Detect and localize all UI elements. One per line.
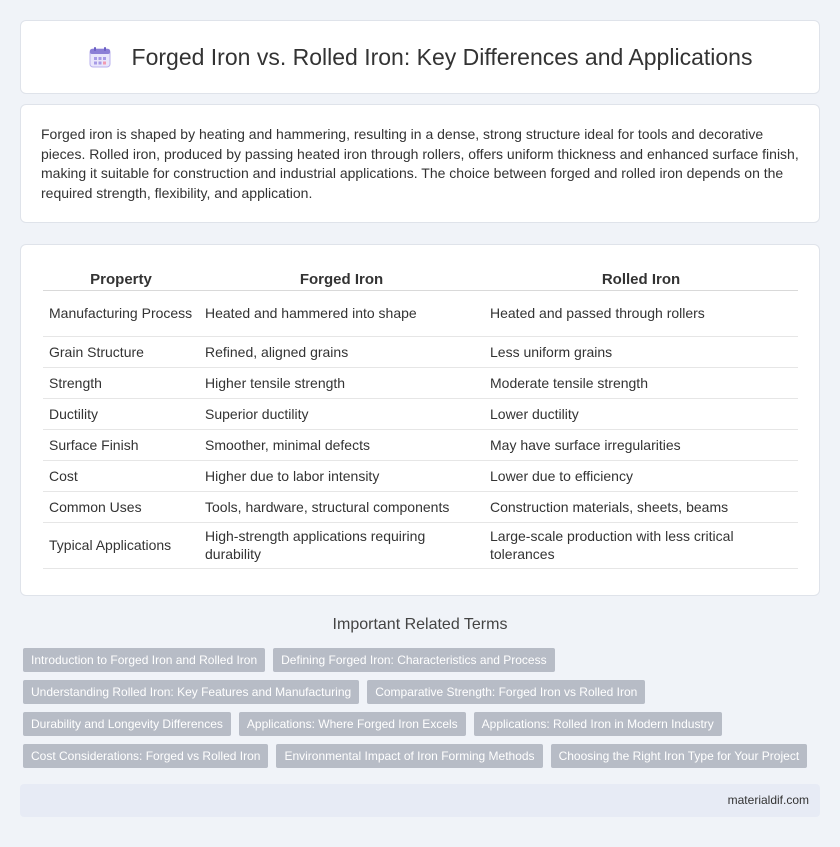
forged-cell: Tools, hardware, structural components	[199, 491, 484, 522]
forged-cell: Higher tensile strength	[199, 367, 484, 398]
related-terms-list	[23, 648, 823, 776]
rolled-cell: Moderate tensile strength	[484, 367, 798, 398]
forged-cell: Refined, aligned grains	[199, 336, 484, 367]
footer	[20, 784, 820, 817]
property-cell: Cost	[43, 460, 199, 491]
related-term-link[interactable]: Comparative Strength: Forged Iron vs Rolled Iron	[367, 680, 645, 704]
related-term-link[interactable]: Durability and Longevity Differences	[23, 712, 231, 736]
rolled-cell: Lower ductility	[484, 398, 798, 429]
property-cell: Common Uses	[43, 491, 199, 522]
related-term-link[interactable]: Understanding Rolled Iron: Key Features and Manufacturing	[23, 680, 359, 704]
property-cell: Manufacturing Process	[43, 290, 199, 336]
table-row	[43, 429, 798, 460]
rolled-cell: Construction materials, sheets, beams	[484, 491, 798, 522]
rolled-cell: Lower due to efficiency	[484, 460, 798, 491]
table-header-row	[43, 265, 798, 290]
property-cell: Surface Finish	[43, 429, 199, 460]
comparison-table	[43, 265, 798, 569]
related-term-link[interactable]: Defining Forged Iron: Characteristics and Process	[273, 648, 554, 672]
property-cell: Typical Applications	[43, 522, 199, 568]
table-row	[43, 336, 798, 367]
property-cell: Grain Structure	[43, 336, 199, 367]
forged-cell: Smoother, minimal defects	[199, 429, 484, 460]
table-row	[43, 290, 798, 336]
footer-site-link[interactable]: materialdif.com	[727, 793, 809, 807]
related-term-link[interactable]: Choosing the Right Iron Type for Your Project	[551, 744, 808, 768]
related-term-link[interactable]: Cost Considerations: Forged vs Rolled Iron	[23, 744, 268, 768]
forged-cell: High-strength applications requiring durability	[199, 522, 484, 568]
table-row	[43, 460, 798, 491]
table-row	[43, 491, 798, 522]
page-title: Forged Iron vs. Rolled Iron: Key Differences and Applications	[131, 43, 753, 70]
intro-card	[20, 104, 820, 223]
rolled-cell: Less uniform grains	[484, 336, 798, 367]
column-header-property: Property	[43, 265, 199, 290]
comparison-table-card	[20, 244, 820, 596]
column-header-forged-iron: Forged Iron	[199, 265, 484, 290]
related-term-link[interactable]: Applications: Rolled Iron in Modern Industry	[474, 712, 722, 736]
forged-cell: Heated and hammered into shape	[199, 290, 484, 336]
rolled-cell: May have surface irregularities	[484, 429, 798, 460]
column-header-rolled-iron: Rolled Iron	[484, 265, 798, 290]
table-row	[43, 398, 798, 429]
related-terms-heading: Important Related Terms	[332, 616, 508, 633]
property-cell: Ductility	[43, 398, 199, 429]
property-cell: Strength	[43, 367, 199, 398]
header-card	[20, 20, 820, 94]
related-term-link[interactable]: Environmental Impact of Iron Forming Methods	[276, 744, 542, 768]
related-term-link[interactable]: Applications: Where Forged Iron Excels	[239, 712, 466, 736]
intro-paragraph: Forged iron is shaped by heating and hammering, resulting in a dense, strong structure ideal for tools and decorative pieces. Rolled iron, produced by passing heated iron through rollers, offers uniform thickness and enhanced surface finish, making it suitable for construction and industrial applications. The choice between forged and rolled iron depends on the required strength, flexibility, and application.	[41, 126, 799, 201]
calendar-icon	[88, 45, 112, 69]
related-term-link[interactable]: Introduction to Forged Iron and Rolled Iron	[23, 648, 265, 672]
table-row	[43, 522, 798, 568]
rolled-cell: Heated and passed through rollers	[484, 290, 798, 336]
rolled-cell: Large-scale production with less critical tolerances	[484, 522, 798, 568]
forged-cell: Superior ductility	[199, 398, 484, 429]
forged-cell: Higher due to labor intensity	[199, 460, 484, 491]
table-row	[43, 367, 798, 398]
